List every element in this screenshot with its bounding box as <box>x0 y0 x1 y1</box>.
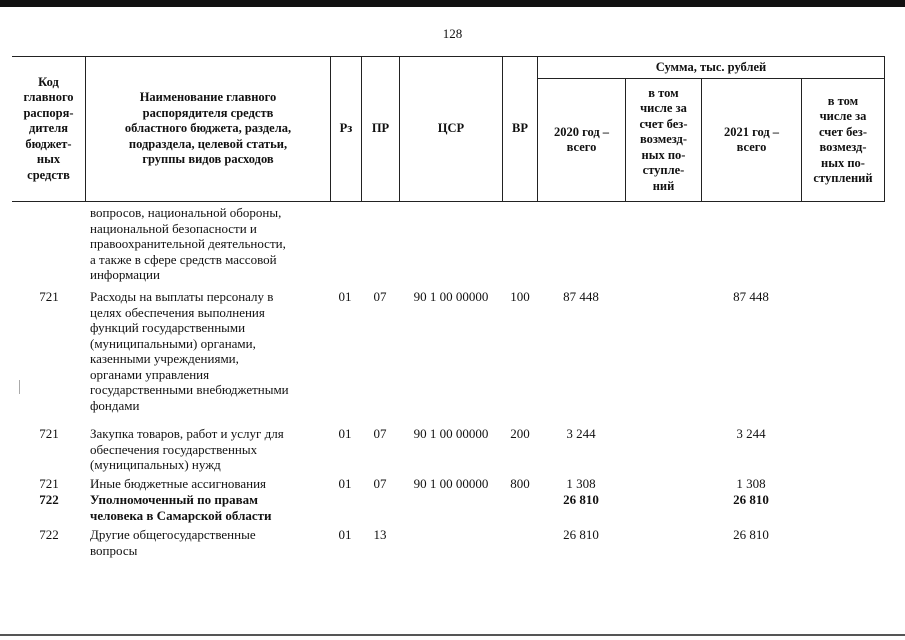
name-line: функций государственными <box>90 320 246 335</box>
header-sum-2021: 2021 год – всего <box>723 124 780 154</box>
scan-artifact <box>19 380 20 394</box>
cell-sum-2021: 26 810 <box>733 492 769 507</box>
cell-vr: 200 <box>510 426 530 441</box>
cell-code: 722 <box>39 527 59 542</box>
header-sum-2020-free: в том числе за счет без- возмезд- ных по- ступле- ний <box>639 85 688 193</box>
cell-name <box>90 289 328 413</box>
cell-csr: 90 1 00 00000 <box>413 476 489 491</box>
name-line: государственными внебюджетными <box>90 382 289 397</box>
cell-pr: 07 <box>373 476 387 491</box>
bottom-border <box>0 634 905 636</box>
name-line: Уполномоченный по правам <box>90 492 258 507</box>
header-name: Наименование главного распорядителя средств областного бюджета, раздела, подраздела, целевой статьи, группы видов расходов <box>124 90 292 167</box>
cell-code: 721 <box>39 476 59 491</box>
header-pr: ПР <box>371 121 390 136</box>
name-line: информации <box>90 267 160 282</box>
name-line: вопросов, национальной обороны, <box>90 205 282 220</box>
name-line: национальной безопасности и <box>90 220 257 236</box>
cell-code: 721 <box>39 426 59 441</box>
name-line: Расходы на выплаты персоналу в <box>90 289 274 304</box>
cell-sum-2021: 1 308 <box>736 476 766 491</box>
cell-name <box>90 492 328 523</box>
cell-pr: 07 <box>373 426 387 441</box>
name-line: Иные бюджетные ассигнования <box>90 476 267 491</box>
cell-vr: 100 <box>510 289 530 304</box>
cell-sum-2020: 26 810 <box>563 527 599 542</box>
name-line: правоохранительной деятельности, <box>90 236 286 251</box>
name-line: вопросы <box>90 542 138 558</box>
cell-vr: 800 <box>510 476 530 491</box>
name-line: (муниципальных) нужд <box>90 457 221 472</box>
cell-name <box>90 527 328 558</box>
cell-pr: 13 <box>373 527 387 542</box>
page-number: 128 <box>442 26 463 41</box>
cell-code: 722 <box>39 492 59 507</box>
cell-sum-2020: 26 810 <box>563 492 599 507</box>
cell-rz: 01 <box>338 289 352 304</box>
cell-code: 721 <box>39 289 59 304</box>
cell-sum-2020: 1 308 <box>566 476 596 491</box>
name-line: человека в Самарской области <box>90 507 272 523</box>
name-line: фондами <box>90 397 140 413</box>
name-line: а также в сфере средств массовой <box>90 251 277 267</box>
cell-rz: 01 <box>338 527 352 542</box>
header-vr: ВР <box>512 121 528 136</box>
header-sum-2020: 2020 год – всего <box>553 124 610 154</box>
col-divider <box>884 56 885 202</box>
name-line: целях обеспечения выполнения <box>90 304 265 320</box>
header-csr: ЦСР <box>437 121 465 136</box>
top-border <box>0 0 905 7</box>
cell-sum-2021: 26 810 <box>733 527 769 542</box>
cell-csr: 90 1 00 00000 <box>413 289 489 304</box>
header-sum-group: Сумма, тыс. рублей <box>655 59 767 74</box>
cell-sum-2020: 87 448 <box>563 289 599 304</box>
cell-sum-2020: 3 244 <box>566 426 596 441</box>
cell-sum-2021: 3 244 <box>736 426 766 441</box>
name-line: Другие общегосударственные <box>90 527 256 542</box>
cell-rz: 01 <box>338 476 352 491</box>
header-bottom-line <box>12 201 885 202</box>
cell-csr: 90 1 00 00000 <box>413 426 489 441</box>
name-line: Закупка товаров, работ и услуг для <box>90 426 284 441</box>
name-line: обеспечения государственных <box>90 441 258 457</box>
cell-name <box>90 205 328 283</box>
cell-name <box>90 476 328 492</box>
name-line: (муниципальными) органами, <box>90 335 256 351</box>
header-code: Код главного распоря- дителя бюджет- ных средств <box>23 74 74 182</box>
name-line: казенными учреждениями, <box>90 351 239 366</box>
header-rz: Рз <box>339 121 353 136</box>
header-sum-2021-free: в том числе за счет без- возмезд- ных по- ступлений <box>813 93 873 185</box>
cell-rz: 01 <box>338 426 352 441</box>
cell-name <box>90 426 328 473</box>
cell-sum-2021: 87 448 <box>733 289 769 304</box>
cell-pr: 07 <box>373 289 387 304</box>
name-line: органами управления <box>90 366 210 382</box>
